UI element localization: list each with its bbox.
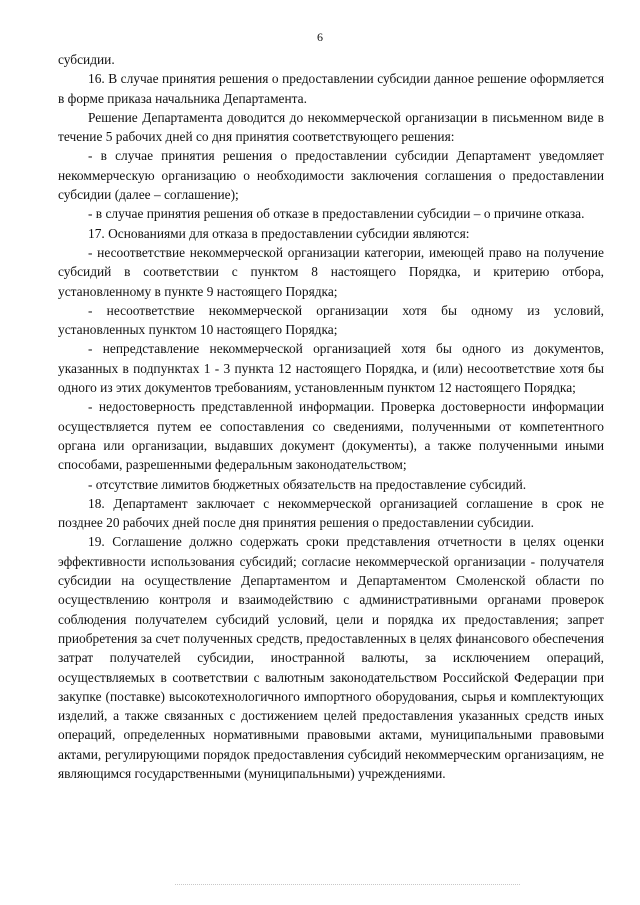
list-item: - несоответствие некоммерческой организации категории, имеющей право на получение субсидий в соответствии с пунктом 8 настоящего Порядка, и критерию отбора, установленному в пункте 9 настоящего Порядка; <box>58 244 604 299</box>
list-item: - отсутствие лимитов бюджетных обязательств на предоставление субсидий. <box>88 476 527 492</box>
paragraph: субсидии. <box>58 52 115 67</box>
list-item: - недостоверность представленной информации. Проверка достоверности информации осуществляется путем ее сопоставления со сведениями, полученными от компетентного органа или организации, выдавших документ (документы), а также полученными иными способами, разрешенными федеральным законодательством; <box>58 399 604 473</box>
list-item: - непредставление некоммерческой организацией хотя бы одного из документов, указанных в подпунктах 1 - 3 пункта 12 настоящего Порядка, и (или) несоответствие хотя бы одного из этих документов требованиям, установленным пунктом 12 настоящего Порядка; <box>58 341 604 396</box>
footer-rule <box>175 884 520 885</box>
list-item: - в случае принятия решения о предоставлении субсидии Департамент уведомляет некоммерческую организацию о необходимости заключения соглашения о предоставлении субсидии (далее – соглашение); <box>58 148 604 203</box>
list-item: - несоответствие некоммерческой организации хотя бы одному из условий, установленных пунктом 10 настоящего Порядка; <box>58 302 604 338</box>
page-number: 6 <box>317 30 323 44</box>
paragraph: Решение Департамента доводится до некоммерческой организации в письменном виде в течение 5 рабочих дней со дня принятия соответствующего решения: <box>58 109 604 145</box>
paragraph: 18. Департамент заключает с некоммерческой организацией соглашение в срок не позднее 20 рабочих дней после дня принятия решения о предоставлении субсидии. <box>58 495 604 531</box>
paragraph: 19. Соглашение должно содержать сроки представления отчетности в целях оценки эффективности использования субсидий; согласие некоммерческой организации - получателя субсидии на осуществление Департаментом и Департаментом Смоленской области по осуществлению контроля и взаимодействию с административными органами проверок соблюдения получателем субсидий условий, цели и порядка их предоставления; запрет приобретения за счет полученных средств, предоставленных в целях финансового обеспечения затрат получателей субсидии, иностранной валюты, за исключением операций, осуществляемых в соответствии с валютным законодательством Российской Федерации при закупке (поставке) высокотехнологичного импортного оборудования, сырья и комплектующих изделий, а также связанных с достижением целей предоставления указанных средств иных операций, определенных нормативными правовыми актами, муниципальными правовыми актами, регулирующими порядок предоставления субсидий некоммерческим организациям, не являющимся государственными (муниципальными) учреждениями. <box>58 534 604 781</box>
list-item: - в случае принятия решения об отказе в предоставлении субсидии – о причине отказа. <box>88 206 585 222</box>
paragraph: 16. В случае принятия решения о предоставлении субсидии данное решение оформляется в форме приказа начальника Департамента. <box>58 71 604 106</box>
paragraph: 17. Основаниями для отказа в предоставлении субсидии являются: <box>88 225 470 241</box>
document-body <box>58 50 604 783</box>
